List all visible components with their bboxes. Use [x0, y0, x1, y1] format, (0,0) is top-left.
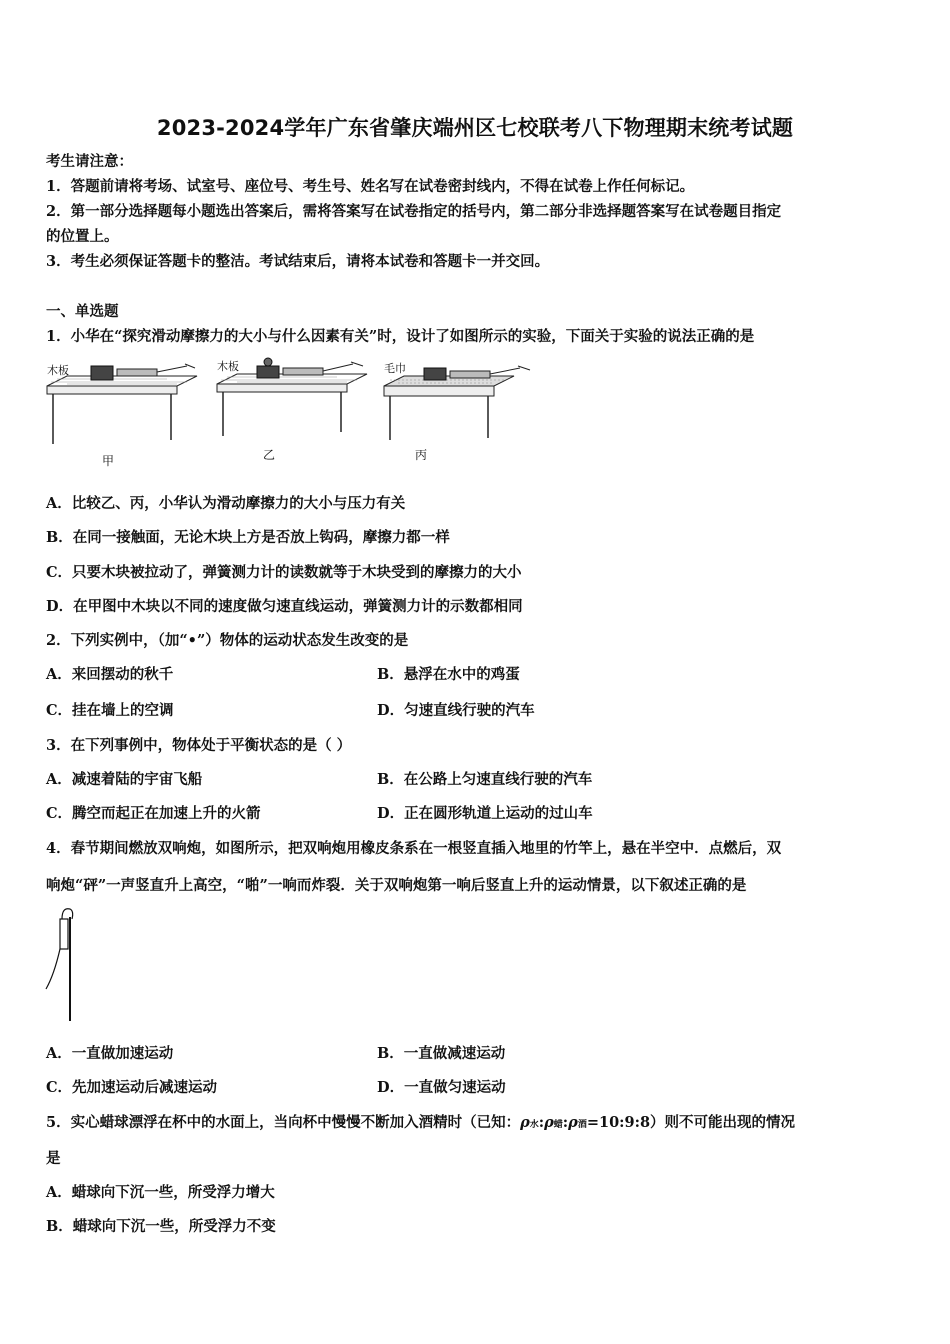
q4-option-a: A．一直做加速运动	[46, 1045, 174, 1062]
q3-stem: 3．在下列事例中，物体处于平衡状态的是（ ）	[46, 737, 352, 754]
fig-a-label: 木板	[47, 364, 69, 377]
notice-item-2-cont: 的位置上。	[46, 228, 119, 245]
density-ratio: =10:9:8	[586, 1114, 651, 1131]
sub-water: 水	[529, 1120, 539, 1130]
q3-option-a: A．减速着陆的宇宙飞船	[46, 771, 203, 788]
q2-option-d: D．匀速直线行驶的汽车	[377, 702, 535, 719]
fig-c-label: 毛巾	[384, 362, 406, 375]
ratio-colon: :	[562, 1114, 569, 1131]
q1-stem: 1．小华在“探究滑动摩擦力的大小与什么因素有关”时，设计了如图所示的实验，下面关于实验的说法正确的是	[46, 328, 755, 345]
section-heading: 一、单选题	[46, 303, 119, 320]
q5-stem-post: ）则不可能出现的情况	[650, 1114, 796, 1131]
q1-option-a: A．比较乙、丙，小华认为滑动摩擦力的大小与压力有关	[46, 495, 406, 512]
q3-option-b: B．在公路上匀速直线行驶的汽车	[377, 771, 593, 788]
fig-b-label: 木板	[217, 360, 239, 373]
rho-symbol: ρ	[544, 1114, 554, 1131]
q4-option-b: B．一直做减速运动	[377, 1045, 506, 1062]
sub-alcohol: 酒	[577, 1120, 587, 1130]
q2-option-b: B．悬浮在水中的鸡蛋	[377, 666, 520, 683]
sub-wax: 蜡	[553, 1120, 563, 1130]
q4-stem-line2: 响炮“砰”一声竖直升上高空，“啪”一响而炸裂．关于双响炮第一响后竖直上升的运动情景，以下叙述正确的是	[46, 877, 747, 894]
fig-b-caption: 乙	[263, 448, 276, 462]
notice-item-1: 1．答题前请将考场、试室号、座位号、考生号、姓名写在试卷密封线内，不得在试卷上作任何标记。	[46, 178, 695, 195]
q3-option-d: D．正在圆形轨道上运动的过山车	[377, 805, 593, 822]
q5-stem-line2: 是	[46, 1150, 61, 1167]
q5-stem-pre: 5．实心蜡球漂浮在杯中的水面上，当向杯中慢慢不断加入酒精时（已知：	[46, 1114, 521, 1131]
q5-option-b: B．蜡球向下沉一些，所受浮力不变	[46, 1218, 276, 1235]
fig-c-diagram	[384, 372, 534, 442]
q5-option-a: A．蜡球向下沉一些，所受浮力增大	[46, 1184, 275, 1201]
firecracker-diagram	[40, 905, 80, 1023]
q1-option-d: D．在甲图中木块以不同的速度做匀速直线运动，弹簧测力计的示数都相同	[46, 598, 523, 615]
q4-option-c: C．先加速运动后减速运动	[46, 1079, 218, 1096]
fig-c-caption: 丙	[415, 448, 428, 462]
q5-stem-line1	[46, 1113, 795, 1135]
page-title: 2023-2024学年广东省肇庆端州区七校联考八下物理期末统考试题	[156, 116, 794, 140]
fig-a-diagram	[47, 372, 197, 444]
notice-item-3: 3．考生必须保证答题卡的整洁。考试结束后，请将本试卷和答题卡一并交回。	[46, 253, 550, 270]
q4-stem-line1: 4．春节期间燃放双响炮，如图所示，把双响炮用橡皮条系在一根竖直插入地里的竹竿上，悬在半空中．点燃后，双	[46, 840, 782, 857]
notice-item-2: 2．第一部分选择题每小题选出答案后，需将答案写在试卷指定的括号内，第二部分非选择题答案写在试卷题目指定	[46, 203, 782, 220]
q2-option-a: A．来回摆动的秋千	[46, 666, 174, 683]
fig-a-caption: 甲	[102, 454, 115, 468]
q2-stem: 2．下列实例中，（加“•”）物体的运动状态发生改变的是	[46, 632, 409, 649]
fig-b-diagram	[217, 370, 367, 440]
q2-option-c: C．挂在墙上的空调	[46, 702, 174, 719]
notice-heading: 考生请注意：	[46, 153, 133, 170]
q1-option-c: C．只要木块被拉动了，弹簧测力计的读数就等于木块受到的摩擦力的大小	[46, 564, 522, 581]
q3-option-c: C．腾空而起正在加速上升的火箭	[46, 805, 261, 822]
q1-option-b: B．在同一接触面，无论木块上方是否放上钩码，摩擦力都一样	[46, 529, 450, 546]
rho-symbol: ρ	[568, 1114, 578, 1131]
rho-symbol: ρ	[520, 1114, 530, 1131]
q4-option-d: D．一直做匀速运动	[377, 1079, 506, 1096]
ratio-colon: :	[538, 1114, 545, 1131]
